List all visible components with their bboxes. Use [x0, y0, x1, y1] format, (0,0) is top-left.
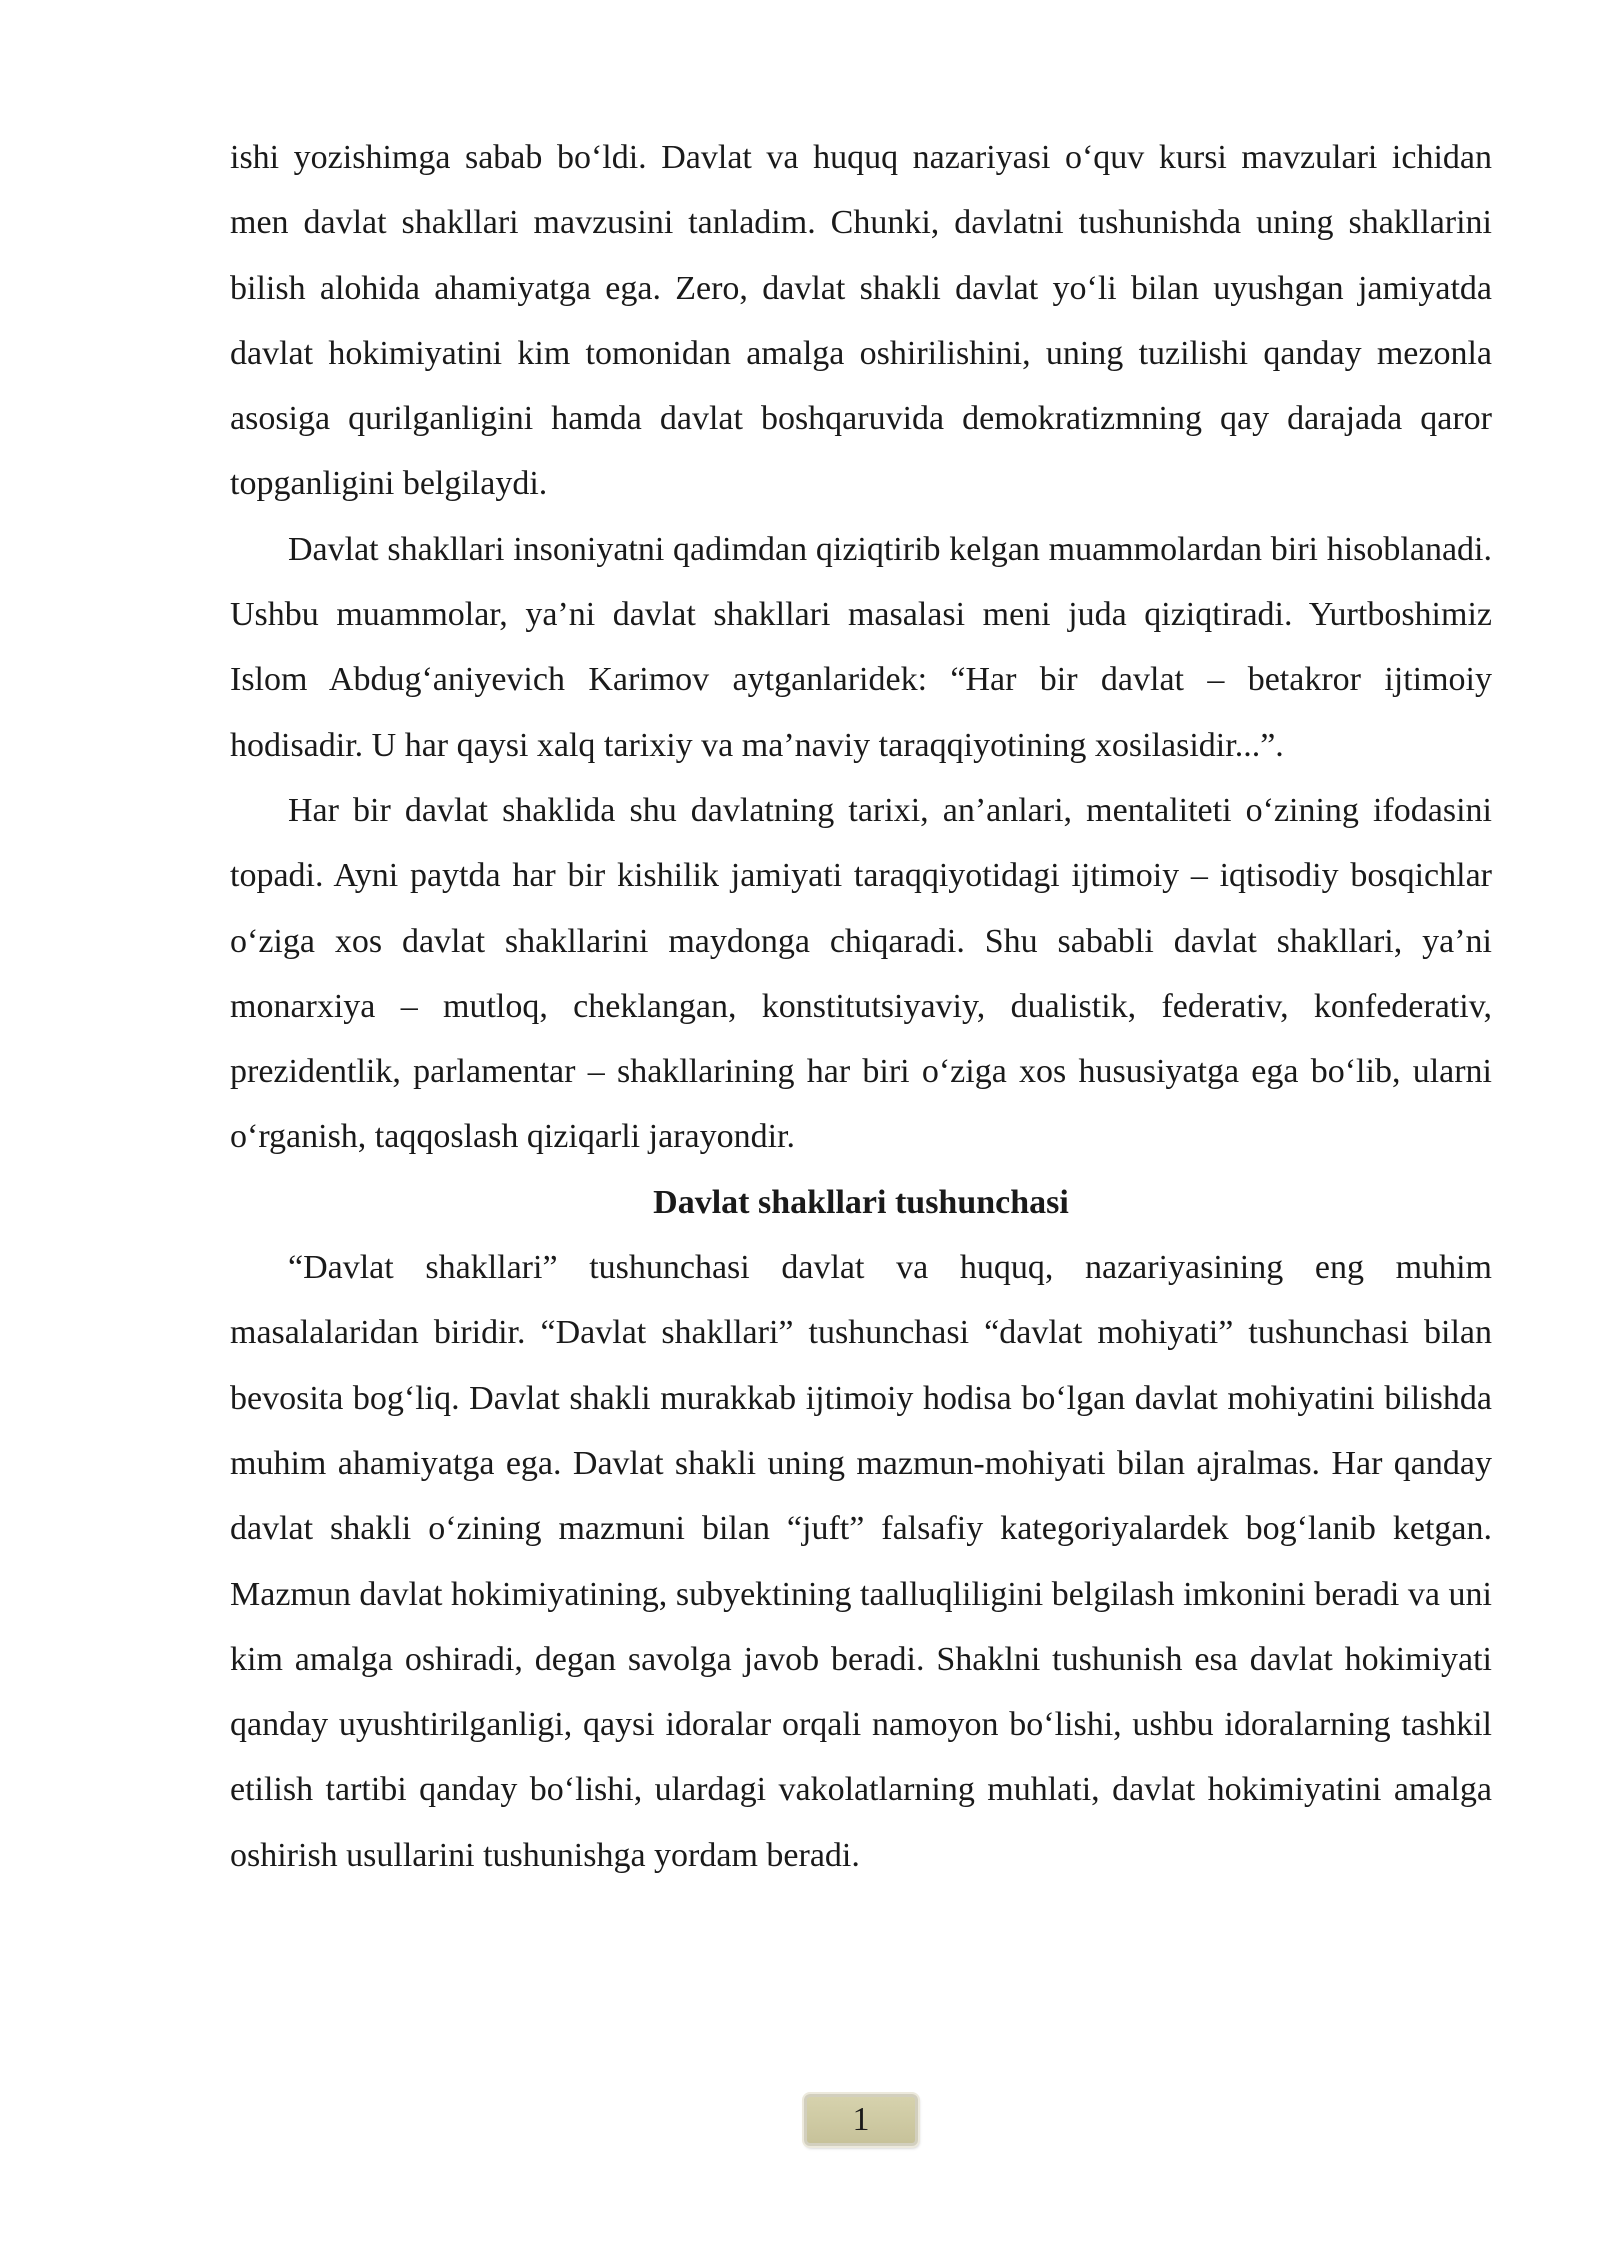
paragraph-2: Davlat shakllari insoniyatni qadimdan qiziqtirib kelgan muammolardan biri hisoblanadi. Ushbu muammolar, ya’ni davlat shakllari masalasi meni juda qiziqtiradi. Yurtboshimiz Islom Abdug‘aniyevich Karimov aytganlaridek: “Har bir davlat – betakror ijtimoiy hodisadir. U har qaysi xalq tarixiy va ma’naviy taraqqiyotining xosilasidir...”.: [230, 530, 1492, 764]
document-body: [230, 125, 1492, 1888]
paragraph-3: Har bir davlat shaklida shu davlatning tarixi, an’anlari, mentaliteti o‘zining ifodasini topadi. Ayni paytda har bir kishilik jamiyati taraqqiyotidagi ijtimoiy – iqtisodiy bosqichlar o‘ziga xos davlat shakllarini maydonga chiqaradi. Shu sababli davlat shakllari, ya’ni monarxiya – mutloq, cheklangan, konstitutsiyaviy, dualistik, federativ, konfederativ, prezidentlik, parlamentar – shakllarining har biri o‘ziga xos hususiyatga ega bo‘lib, ularni o‘rganish, taqqoslash qiziqarli jarayondir.: [230, 791, 1492, 1156]
section-heading: Davlat shakllari tushunchasi: [653, 1183, 1069, 1221]
page-number: 1: [852, 2101, 870, 2138]
paragraph-1: ishi yozishimga sabab bo‘ldi. Davlat va huquq nazariyasi o‘quv kursi mavzulari ichidan men davlat shakllari mavzusini tanladim. Chunki, davlatni tushunishda uning shakllarini bilish alohida ahamiyatga ega. Zero, davlat shakli davlat yo‘li bilan uyushgan jamiyatda davlat hokimiyatini kim tomonidan amalga oshirilishini, uning tuzilishi qanday mezonla asosiga qurilganligini hamda davlat boshqaruvida demokratizmning qay darajada qaror topganligini belgilaydi.: [230, 139, 1492, 503]
page-number-badge: [804, 2094, 918, 2146]
paragraph-4: “Davlat shakllari” tushunchasi davlat va huquq, nazariyasining eng muhim masalalaridan biridir. “Davlat shakllari” tushunchasi “davlat mohiyati” tushunchasi bilan bevosita bog‘liq. Davlat shakli murakkab ijtimoiy hodisa bo‘lgan davlat mohiyatini bilishda muhim ahamiyatga ega. Davlat shakli uning mazmun-mohiyati bilan ajralmas. Har qanday davlat shakli o‘zining mazmuni bilan “juft” falsafiy kategoriyalardek bog‘lanib ketgan. Mazmun davlat hokimiyatining, subyektining taalluqliligini belgilash imkonini beradi va uni kim amalga oshiradi, degan savolga javob beradi. Shaklni tushunish esa davlat hokimiyati qanday uyushtirilganligi, qaysi idoralar orqali namoyon bo‘lishi, ushbu idoralarning tashkil etilish tartibi qanday bo‘lishi, ulardagi vakolatlarning muhlati, davlat hokimiyatini amalga oshirish usullarini tushunishga yordam beradi.: [230, 1249, 1492, 1874]
